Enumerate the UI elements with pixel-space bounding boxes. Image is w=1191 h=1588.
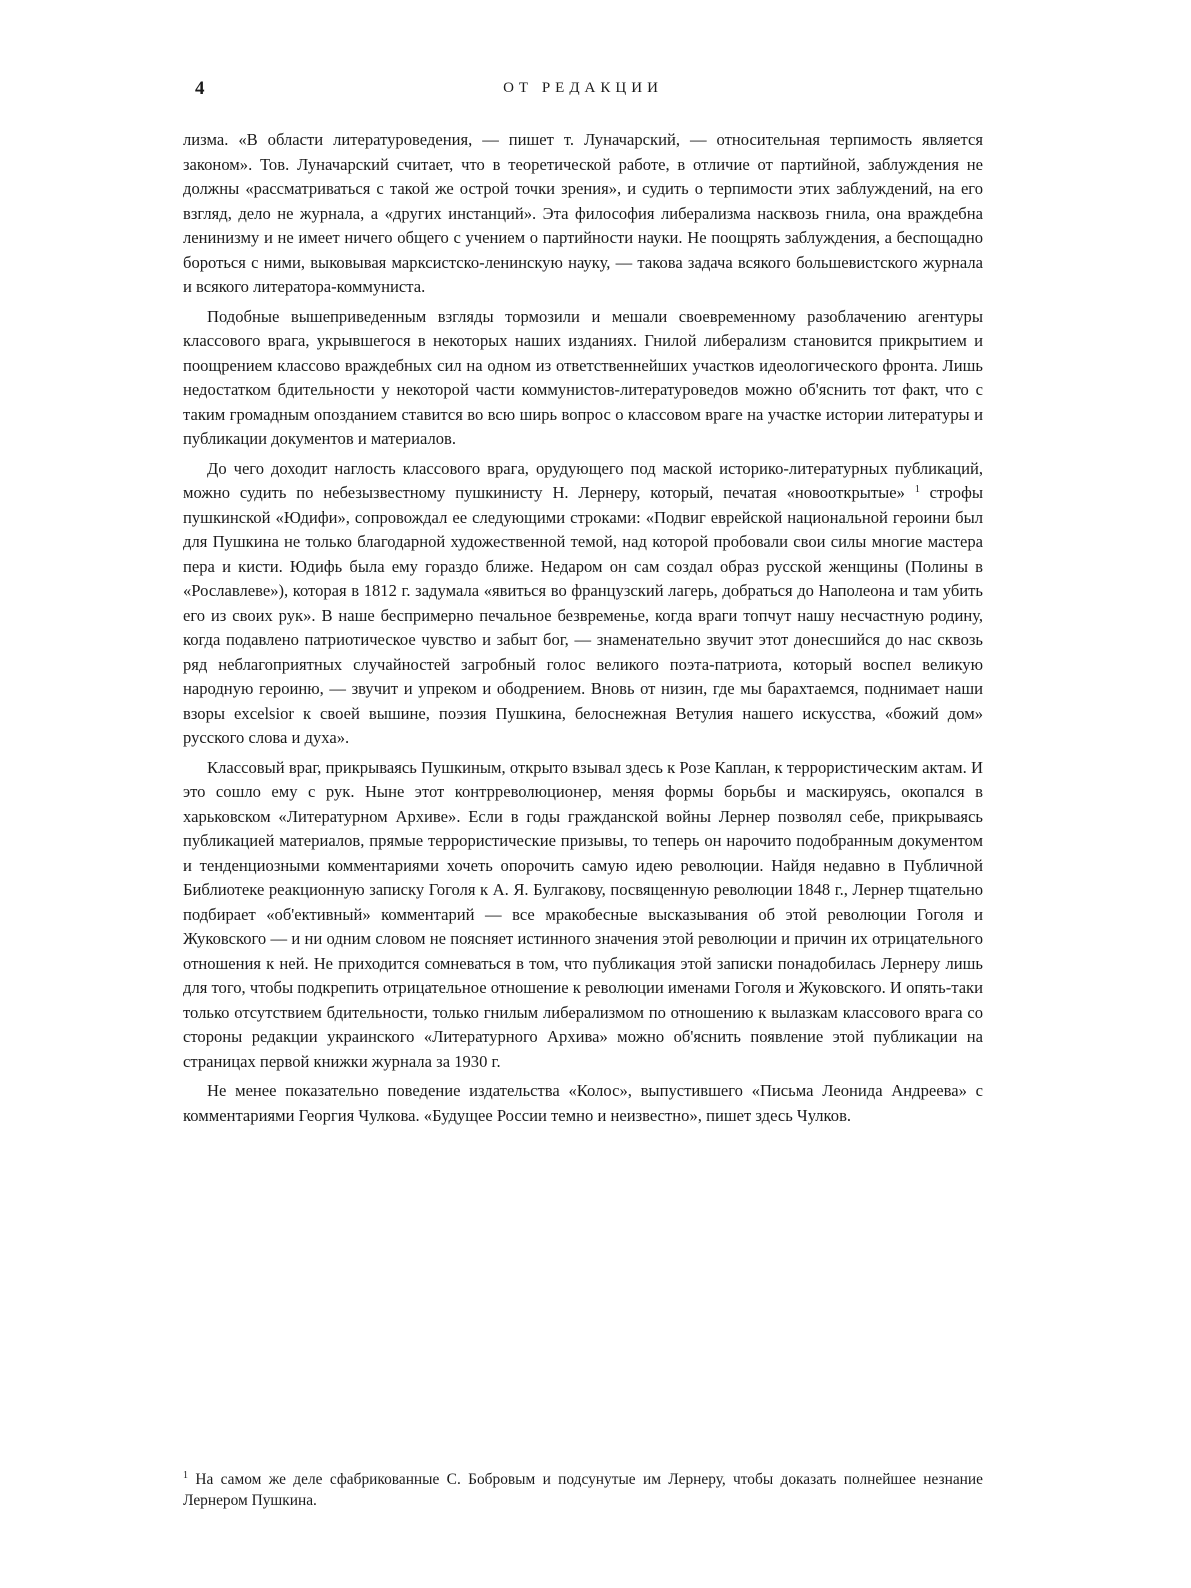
footnote-mark: 1 (183, 1470, 188, 1481)
paragraph-3-text-a: До чего доходит наглость классового врага, орудующего под маской историко-литературных публикаций, можно судить по небезызвестному пушкинисту Н. Лернеру, который, печатая «новооткрытые» (183, 458, 983, 502)
paragraph-4: Классовый враг, прикрываясь Пушкиным, открыто взывал здесь к Розе Каплан, к террористическим актам. И это сошло ему с рук. Ныне этот контрреволюционер, меняя формы борьбы и маскируясь, окопался в харьковском «Литературном Архиве». Если в годы гражданской войны Лернер позволял себе, прикрываясь публикацией материалов, прямые террористические призывы, то теперь он нарочито подобранным документом и тенденциозными комментариями хочеть опорочить самую идею революции. Найдя недавно в Публичной Библиотеке реакционную записку Гоголя к А. Я. Булгакову, посвященную революции 1848 г., Лернер тщательно подбирает «об'ективный» комментарий — все мракобесные высказывания об этой революции Гоголя и Жуковского — и ни одним словом не поясняет истинного значения этой революции и причин их отрицательного отношения к ней. Не приходится сомневаться в том, что публикация этой записки понадобилась Лернеру лишь для того, чтобы подкрепить отрицательное отношение к революции именами Гоголя и Жуковского. И опять-таки только отсутствием бдительности, только гнилым либерализмом по отношению к вылазкам классового врага со стороны редакции украинского «Литературного Архива» можно об'яснить появление этой публикации на страницах первой книжки журнала за 1930 г. (183, 757, 983, 1071)
body-text (183, 128, 983, 1133)
paragraph-3 (183, 457, 983, 751)
paragraph-1: лизма. «В области литературоведения, — пишет т. Луначарский, — относительная терпимость является законом». Тов. Луначарский считает, что в теоретической работе, в отличие от партийной, заблуждения не должны «рассматриваться с такой же острой точки зрения», и судить о терпимости этих заблуждений, на его взгляд, дело не журнала, а «других инстанций». Эта философия либерализма насквозь гнила, она враждебна ленинизму и не имеет ничего общего с учением о партийности науки. Не поощрять заблуждения, а беспощадно бороться с ними, выковывая марксистско-ленинскую науку, — такова задача всякого большевистского журнала и всякого литератора-коммуниста. (183, 130, 983, 296)
page-header (183, 78, 983, 106)
footnote-text: На самом же деле сфабрикованные С. Бобровым и подсунутые им Лернеру, чтобы доказать полнейшее незнание Лернером Пушкина. (183, 1471, 983, 1509)
page-number: 4 (195, 78, 205, 99)
paragraph-2: Подобные вышеприведенным взгляды тормозили и мешали своевременному разоблачению агентуры классового врага, укрывшегося в некоторых наших изданиях. Гнилой либерализм становится прикрытием и поощрением классово враждебных сил на одном из ответственнейших участков идеологического фронта. Лишь недостатком бдительности у некоторой части коммунистов-литературоведов можно об'яснить тот факт, что с таким громадным опозданием ставится во всю ширь вопрос о классовом враге на участке истории литературы и публикации документов и материалов. (183, 306, 983, 448)
paragraph-5: Не менее показательно поведение издательства «Колос», выпустившего «Письма Леонида Андреева» с комментариями Георгия Чулкова. «Будущее России темно и неизвестно», пишет здесь Чулков. (183, 1081, 983, 1125)
running-head: ОТ РЕДАКЦИИ (503, 80, 663, 96)
paragraph-3-text-b: строфы пушкинской «Юдифи», сопровождал ее следующими строками: «Подвиг еврейской национальной героини был для Пушкина не только благодарной художественной темой, над которой пробовали свои силы многие мастера пера и кисти. Юдифь была ему гораздо ближе. Недаром он сам создал образ русской женщины (Полины в «Рославлеве»), которая в 1812 г. задумала «явиться во французский лагерь, добраться до Наполеона и там убить его из своих рук». В наше беспримерно печальное безвременье, когда враги топчут нашу несчастную родину, когда подавлено патриотическое чувство и забыт бог, — знаменательно звучит этот донесшийся до нас сквозь ряд неблагоприятных случайностей загробный голос великого поэта-патриота, который воспел великую народную героиню, — звучит и упреком и ободрением. Вновь от низин, где мы барахтаемся, поднимает наши взоры excelsior к своей вышине, поэзия Пушкина, белоснежная Ветулия нашего искусства, «божий дом» русского слова и духа». (183, 483, 983, 747)
footnote-reference: 1 (914, 484, 920, 495)
footnote (183, 1469, 983, 1511)
